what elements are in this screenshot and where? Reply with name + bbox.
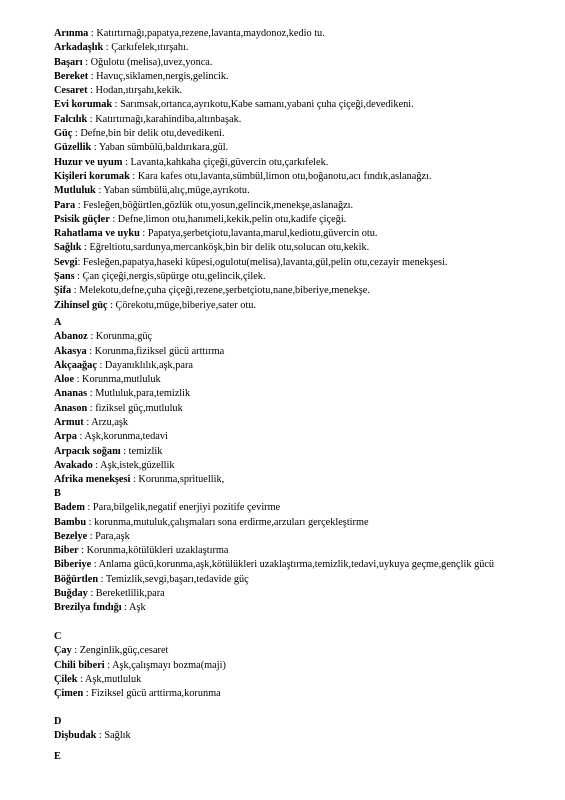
entry-text: : Zenginlik,güç,cesaret <box>71 645 169 657</box>
entry-term: Bezelye <box>54 530 88 542</box>
purpose-list <box>54 27 554 313</box>
list-item <box>54 416 554 430</box>
entry-text: : Korunma,fiziksel gücü arttırma <box>86 345 225 357</box>
entry-text: : Eğreltiotu,sardunya,mercanköşk,bin bir delik otu,solucan otu,kekik. <box>81 242 370 254</box>
entry-term: Kişileri korumak <box>54 170 130 182</box>
entry-text: : Melekotu,defne,çuha çiçeği,rezene,şerbetçiotu,nane,biberiye,menekşe. <box>71 285 370 297</box>
entry-text: : Aşk <box>121 602 146 614</box>
list-item <box>54 241 554 255</box>
list-item <box>54 402 554 416</box>
entry-term: Psisik güçler <box>54 213 110 225</box>
entry-term: Badem <box>54 502 85 514</box>
entry-text: : Korunma,mutluluk <box>74 374 161 386</box>
entry-text: : Sağlık <box>96 730 131 742</box>
section-d <box>54 715 554 744</box>
list-item <box>54 70 554 84</box>
entry-term: Bambu <box>54 516 87 528</box>
entry-term: Cesaret <box>54 85 88 97</box>
entry-text: : Temizlik,sevgi,başarı,tedavide güç <box>98 573 249 585</box>
entry-text: : Çan çiçeği,nergis,süpürge otu,gelincik,çilek. <box>74 271 266 283</box>
entry-term: Arpacık soğanı <box>54 445 121 457</box>
entry-text: : Para,bilgelik,negatif enerjiyi pozitife çevirme <box>84 502 281 514</box>
entry-text: : Katırtırnağı,papatya,rezene,lavanta,maydonoz,kedio tu. <box>88 28 325 39</box>
list-item <box>54 284 554 298</box>
section-c <box>54 630 554 701</box>
entry-text: : Lavanta,kahkaha çiçeği,güvercin otu,çarkıfelek. <box>122 156 329 168</box>
entry-text: : Papatya,şerbetçiotu,lavanta,marul,kediotu,güvercin otu. <box>139 228 378 240</box>
entry-term: Güzellik <box>54 142 92 154</box>
entry-text: : Korunma,sprituellik, <box>130 474 225 486</box>
entry-text: : Aşk,istek,güzellik <box>92 459 175 471</box>
entry-term: Brezilya fındığı <box>54 602 122 614</box>
entry-term: Aloe <box>54 374 75 386</box>
entry-term: Afrika menekşesi <box>54 474 131 486</box>
entry-text: : Bereketlilik,para <box>87 588 165 600</box>
entry-text: : Fesleğen,papatya,haseki küpesi,ogulotu(melisa),lavanta,gül,pelin otu,cezayir menekşesi. <box>77 256 448 268</box>
list-item <box>54 213 554 227</box>
entry-term: Şifa <box>54 285 72 297</box>
list-item <box>54 56 554 70</box>
list-item <box>54 644 554 658</box>
entry-text: : Hodan,ıtırşahı,kekik. <box>87 85 183 97</box>
entry-term: Başarı <box>54 56 83 68</box>
entry-text: : korunma,mutuluk,çalışmaları sona erdirme,arzuları gerçekleştirme <box>86 516 369 528</box>
entry-term: Akasya <box>54 345 87 357</box>
list-item <box>54 601 554 615</box>
entry-term: Biberiye <box>54 559 92 571</box>
list-item <box>54 156 554 170</box>
entry-text: : Fiziksel gücü arttirma,korunma <box>83 688 221 700</box>
entry-term: Anason <box>54 402 88 414</box>
entry-text: : Anlama gücü,korunma,aşk,kötülükleri uzaklaştırma,temizlik,tedavi,uykuya geçme,gençlik gücü <box>91 559 495 571</box>
entry-text: : Para,aşk <box>87 530 130 542</box>
entry-text: : Korunma,kötülükleri uzaklaştırma <box>78 545 229 557</box>
section-letter: D <box>54 716 62 727</box>
list-item <box>54 184 554 198</box>
entry-text: : Fesleğen,böğürtlen,gözlük otu,yosun,gelincik,menekşe,aslanağzı. <box>75 199 354 211</box>
entry-term: Arkadaşlık <box>54 42 104 54</box>
entry-text: : Mutluluk,para,temizlik <box>87 388 191 400</box>
entry-term: Akçaağaç <box>54 359 97 371</box>
list-item <box>54 270 554 284</box>
section-letter: A <box>54 317 62 328</box>
list-item <box>54 687 554 701</box>
entry-term: Çilek <box>54 673 78 685</box>
list-item <box>54 544 554 558</box>
list-item <box>54 501 554 515</box>
list-item <box>54 516 554 530</box>
entry-text: : Aşk,korunma,tedavi <box>76 431 168 443</box>
entry-text: : Yaban sümbülü,alıç,müge,ayrıkotu. <box>95 185 250 197</box>
entry-term: Huzur ve uyum <box>54 156 123 168</box>
list-item <box>54 430 554 444</box>
list-item <box>54 659 554 673</box>
entry-text: : Defne,bin bir delik otu,devedikeni. <box>72 128 225 140</box>
entry-text: : Aşk,çalışmayı bozma(maji) <box>104 659 226 671</box>
list-item <box>54 673 554 687</box>
entry-text: : Dayanıklılık,aşk,para <box>96 359 193 371</box>
list-item <box>54 387 554 401</box>
entry-term: Rahatlama ve uyku <box>54 228 140 240</box>
section-b <box>54 487 554 616</box>
entry-term: Avakado <box>54 459 93 471</box>
entry-text: : Kara kafes otu,lavanta,sümbül,limon otu,boğanotu,acı fındık,aslanağzı. <box>129 170 432 182</box>
list-item <box>54 558 554 572</box>
entry-term: Falcılık <box>54 113 88 125</box>
entry-term: Abanoz <box>54 331 88 343</box>
list-item <box>54 256 554 270</box>
list-item <box>54 573 554 587</box>
list-item <box>54 27 554 41</box>
entry-text: : Oğulotu (melisa),uvez,yonca. <box>82 56 213 68</box>
entry-text: : Havuç,siklamen,nergis,gelincik. <box>88 70 229 82</box>
entry-term: Buğday <box>54 588 88 600</box>
list-item <box>54 84 554 98</box>
entry-term: Arınma <box>54 28 89 39</box>
list-item <box>54 729 554 743</box>
list-item <box>54 227 554 241</box>
entry-term: Mutluluk <box>54 185 96 197</box>
list-item <box>54 41 554 55</box>
entry-term: Evi korumak <box>54 99 113 111</box>
list-item <box>54 299 554 313</box>
list-item <box>54 473 554 487</box>
list-item <box>54 587 554 601</box>
entry-term: Zihinsel güç <box>54 299 108 311</box>
entry-term: Çay <box>54 645 72 657</box>
entry-term: Güç <box>54 128 73 140</box>
list-item <box>54 373 554 387</box>
entry-text: : Korunma,güç <box>87 331 153 343</box>
list-item <box>54 98 554 112</box>
entry-term: Chili biberi <box>54 659 105 671</box>
entry-text: : Çarkıfelek,ıtırşahı. <box>103 42 189 54</box>
section-letter: B <box>54 488 61 499</box>
list-item <box>54 141 554 155</box>
list-item <box>54 459 554 473</box>
section-letter: E <box>54 751 61 762</box>
list-item <box>54 127 554 141</box>
entry-text: : Sarımsak,ortanca,ayrıkotu,Kabe samanı,yabani çuha çiçeği,devedikeni. <box>112 99 414 111</box>
entry-text: : Katırtırnağı,karahindiba,altınbaşak. <box>87 113 242 125</box>
entry-text: : fiziksel güç,mutluluk <box>87 402 183 414</box>
list-item <box>54 530 554 544</box>
entry-term: Sevgi <box>54 256 78 268</box>
entry-text: : Defne,limon otu,hanımeli,kekik,pelin otu,kadife çiçeği. <box>109 213 347 225</box>
entry-term: Biber <box>54 545 79 557</box>
entry-term: Bereket <box>54 70 89 82</box>
entry-text: : Aşk,mutluluk <box>77 673 142 685</box>
entry-text: : Arzu,aşk <box>83 417 129 429</box>
list-item <box>54 199 554 213</box>
entry-text: : temizlik <box>120 445 163 457</box>
entry-term: Para <box>54 199 76 211</box>
section-letter: C <box>54 631 62 642</box>
list-item <box>54 345 554 359</box>
entry-text: : Çörekotu,müge,biberiye,sater otu. <box>107 299 256 311</box>
entry-term: Çimen <box>54 688 84 700</box>
section-a <box>54 316 554 488</box>
entry-term: Armut <box>54 417 84 429</box>
entry-term: Şans <box>54 271 75 283</box>
entry-term: Arpa <box>54 431 77 443</box>
entry-term: Böğürtlen <box>54 573 99 585</box>
entry-term: Dişbudak <box>54 730 97 742</box>
list-item <box>54 170 554 184</box>
entry-term: Sağlık <box>54 242 82 254</box>
list-item <box>54 445 554 459</box>
section-e <box>54 750 554 764</box>
entry-text: : Yaban sümbülü,baldırıkara,gül. <box>91 142 229 154</box>
list-item <box>54 330 554 344</box>
entry-term: Ananas <box>54 388 88 400</box>
list-item <box>54 113 554 127</box>
list-item <box>54 359 554 373</box>
